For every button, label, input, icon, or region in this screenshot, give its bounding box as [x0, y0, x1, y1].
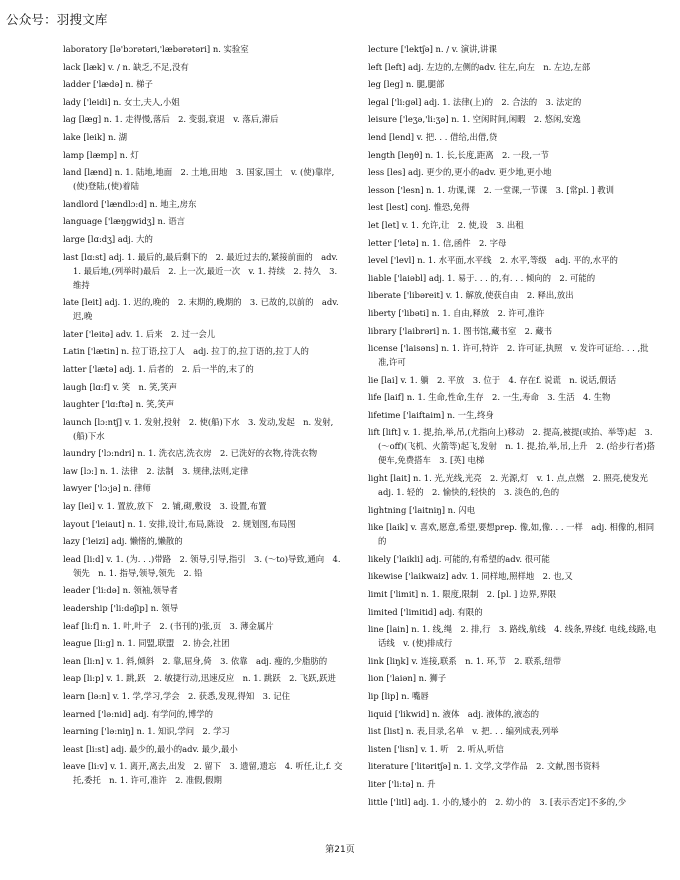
dictionary-entry: learning ['lə:niŋ] n. 1. 知识,学问 2. 学习: [63, 726, 230, 737]
dictionary-entry: likely ['laikli] adj. 可能的,有希望的adv. 很可能: [368, 553, 550, 564]
dictionary-entry: life [laif] n. 1. 生命,性命,生存 2. 一生,寿命 3. 生活 4. 生物: [368, 392, 611, 403]
dictionary-entry: light [lait] n. 1. 光,光线,光亮 2. 光源,灯 v. 1. 点,点燃 2. 照亮,使发光 adj. 1. 轻的 2. 愉快的,轻快的 3. 淡色的,色的: [368, 473, 657, 498]
dictionary-entry: learned ['lə:nid] adj. 有学问的,博学的: [63, 708, 213, 719]
dictionary-entry: lay [lei] v. 1. 置放,放下 2. 铺,砌,敷设 3. 设置,布置: [63, 501, 267, 512]
dictionary-entry: least [li:st] adj. 最少的,最小的adv. 最少,最小: [63, 743, 238, 754]
dictionary-entry: liter ['li:tə] n. 升: [368, 778, 436, 789]
dictionary-entry: lightning ['laitniŋ] n. 闪电: [368, 504, 476, 515]
dictionary-entry: likewise ['laikwaiz] adv. 1. 同样地,照样地 2. 也,又: [368, 571, 573, 582]
dictionary-entry: laundry ['lɔ:ndri] n. 1. 洗衣店,洗衣房 2. 已洗好的衣物,待洗衣物: [63, 448, 318, 459]
dictionary-entry: late [leit] adj. 1. 迟的,晚的 2. 末期的,晚期的 3. 已故的,以前的 adv. 迟,晚: [63, 297, 339, 322]
dictionary-entry: layout ['leiaut] n. 1. 安排,设计,布局,陈设 2. 规划图,布局图: [63, 518, 296, 529]
dictionary-entry: legal ['li:gəl] adj. 1. 法律(上)的 2. 合法的 3. 法定的: [368, 96, 582, 107]
dictionary-entry: lead [li:d] v. 1. (为. . .)带路 2. 领导,引导,指引 3. (～to)导致,通向 4. 领先 n. 1. 指导,领导,领先 2. 铅: [63, 553, 341, 578]
dictionary-entry: latter ['lætə] adj. 1. 后者的 2. 后一半的,末了的: [63, 363, 254, 374]
dictionary-entry: lift [lift] v. 1. 提,抬,举,吊,(尤指向上)移动 2. 提高,被提(或抬、举等)起 3. (～off)(飞机、火箭等)起飞,发射 n. 1. 提,抬,举,吊,上升 2. (给步行者)搭便车,免费搭车 3. [英] 电梯: [368, 427, 655, 466]
dictionary-entry: license ['laisəns] n. 1. 许可,特许 2. 许可证,执照 v. 发许可证给. . . ,批准,许可: [368, 343, 649, 368]
dictionary-entry: lifetime ['laiftaim] n. 一生,终身: [368, 409, 494, 420]
watermark-text: 公众号：羽搜文库: [6, 12, 108, 27]
dictionary-entry: lecture ['lektʃə] n. / v. 演讲,讲课: [368, 44, 497, 54]
dictionary-entry: law [lɔ:] n. 1. 法律 2. 法制 3. 规律,法则,定律: [63, 465, 249, 476]
dictionary-entry: lack [læk] v. / n. 缺乏,不足,没有: [63, 61, 189, 72]
dictionary-entry: lady ['leidi] n. 女士,夫人,小姐: [63, 96, 180, 107]
dictionary-entry: lend [lend] v. 把. . . 借给,出借,贷: [368, 131, 498, 142]
dictionary-entry: lake [leik] n. 湖: [63, 131, 128, 142]
dictionary-entry: last [lɑ:st] adj. 1. 最后的,最后剩下的 2. 最近过去的,紧接前面的 adv. 1. 最后地,(列举时)最后 2. 上一次,最近一次 v. 1. 持续 2. 持久 3. 维持: [63, 251, 338, 290]
dictionary-entry: learn [lə:n] v. 1. 学,学习,学会 2. 获悉,发现,得知 3. 记住: [63, 691, 291, 701]
dictionary-entry: letter ['letə] n. 1. 信,函件 2. 字母: [368, 237, 507, 248]
dictionary-entry: landlord ['lændlɔ:d] n. 地主,房东: [63, 198, 197, 209]
dictionary-entry: like [laik] v. 喜欢,愿意,希望,要想prep. 像,如,像. . . 一样 adj. 相像的,相同的: [368, 522, 655, 547]
dictionary-entry: level ['levl] n. 1. 水平面,水平线 2. 水平,等级 adj. 平的,水平的: [368, 255, 618, 266]
dictionary-entry: liquid ['likwid] n. 液体 adj. 液体的,液态的: [368, 708, 539, 719]
dictionary-entry: laughter ['lɑ:ftə] n. 笑,笑声: [63, 399, 175, 410]
left-column: [63, 42, 348, 791]
dictionary-entry: leisure ['leʒə,'li:ʒə] n. 1. 空闲时间,闲暇 2. 悠闲,安逸: [368, 114, 581, 125]
dictionary-entry: Latin ['lætin] n. 拉丁语,拉丁人 adj. 拉丁的,拉丁语的,拉丁人的: [63, 346, 309, 357]
dictionary-entry: length [leŋθ] n. 1. 长,长度,距离 2. 一段,一节: [368, 149, 549, 160]
dictionary-entry: left [left] adj. 左边的,左侧的adv. 往左,向左 n. 左边,左部: [368, 61, 591, 72]
dictionary-entry: little ['litl] adj. 1. 小的,矮小的 2. 幼小的 3. [表示否定]不多的,少: [368, 796, 627, 807]
dictionary-entry: leaf [li:f] n. 1. 叶,叶子 2. (书刊的)张,页 3. 薄金属片: [63, 620, 274, 631]
dictionary-entry: less [les] adj. 更少的,更小的adv. 更少地,更小地: [368, 167, 552, 178]
dictionary-entry: leadership ['li:dəʃip] n. 领导: [63, 603, 179, 614]
page-number: 第21页: [325, 845, 355, 855]
dictionary-entry: lip [lip] n. 嘴唇: [368, 691, 429, 701]
dictionary-entry: language ['læŋgwidʒ] n. 语言: [63, 216, 186, 227]
dictionary-entry: lesson ['lesn] n. 1. 功课,课 2. 一堂课,一节课 3. [常pl. ] 教训: [368, 184, 614, 195]
dictionary-entry: let [let] v. 1. 允许,让 2. 使,设 3. 出租: [368, 219, 524, 230]
dictionary-entry: lazy ['leizi] adj. 懒惰的,懒散的: [63, 536, 183, 547]
dictionary-entry: lie [lai] v. 1. 躺 2. 平放 3. 位于 4. 存在f. 说谎 n. 说话,假话: [368, 374, 617, 385]
dictionary-entry: lean [li:n] v. 1. 斜,倾斜 2. 靠,屈身,倚 3. 依靠 adj. 瘦的,少脂肪的: [63, 655, 328, 666]
dictionary-entry: line [lain] n. 1. 线,绳 2. 排,行 3. 路线,航线 4. 线条,界线f. 电线,线路,电话线 v. (使)排成行: [368, 624, 657, 649]
dictionary-entry: list [list] n. 表,目录,名单 v. 把. . . 编列成表,列举: [368, 726, 559, 737]
dictionary-entry: land [lænd] n. 1. 陆地,地面 2. 土地,田地 3. 国家,国土 v. (使)靠岸,(使)登陆,(使)着陆: [63, 167, 335, 192]
dictionary-entry: leave [li:v] v. 1. 离开,离去,出发 2. 留下 3. 遗留,遗忘 4. 听任,让,f. 交托,委托 n. 1. 许可,准许 2. 准假,假期: [63, 761, 343, 786]
dictionary-entry: limit ['limit] n. 1. 限度,限制 2. [pl. ] 边界,界限: [368, 589, 557, 600]
dictionary-entry: liable ['laiəbl] adj. 1. 易于. . . 的,有. . . 倾向的 2. 可能的: [368, 272, 596, 283]
dictionary-entry: large [lɑ:dʒ] adj. 大的: [63, 233, 153, 244]
dictionary-entry: leap [li:p] v. 1. 跳,跃 2. 敏捷行动,迅速反应 n. 1. 跳跃 2. 飞跃,跃进: [63, 673, 336, 684]
dictionary-entry: link [liŋk] v. 连接,联系 n. 1. 环,节 2. 联系,纽带: [368, 655, 562, 666]
dictionary-entry: lawyer ['lɔ:jə] n. 律师: [63, 483, 151, 494]
dictionary-entry: liberty ['libəti] n. 1. 自由,释放 2. 许可,准许: [368, 307, 545, 318]
dictionary-entry: leader ['li:də] n. 领袖,领导者: [63, 585, 178, 596]
right-column: [368, 42, 658, 812]
dictionary-page: [63, 42, 663, 842]
dictionary-entry: library ['laibrəri] n. 1. 图书馆,藏书室 2. 藏书: [368, 325, 553, 336]
dictionary-entry: literature ['litəritʃə] n. 1. 文学,文学作品 2. 文献,图书资料: [368, 761, 600, 772]
dictionary-entry: listen ['lisn] v. 1. 听 2. 听从,听信: [368, 743, 504, 754]
dictionary-entry: liberate ['libəreit] v. 1. 解放,使获自由 2. 释出,放出: [368, 290, 574, 301]
dictionary-entry: later ['leitə] adv. 1. 后来 2. 过一会儿: [63, 328, 216, 339]
dictionary-entry: lag [læg] n. 1. 走得慢,落后 2. 变弱,衰退 v. 落后,滞后: [63, 114, 279, 125]
dictionary-entry: launch [lɔ:ntʃ] v. 1. 发射,投射 2. 使(船)下水 3. 发动,发起 n. 发射,(船)下水: [63, 416, 334, 441]
dictionary-entry: lion ['laiən] n. 狮子: [368, 673, 447, 684]
dictionary-entry: leg [leg] n. 腿,腿部: [368, 79, 445, 90]
dictionary-entry: lamp [læmp] n. 灯: [63, 149, 139, 160]
dictionary-entry: league [li:g] n. 1. 同盟,联盟 2. 协会,社团: [63, 638, 230, 649]
dictionary-entry: laugh [lɑ:f] v. 笑 n. 笑,笑声: [63, 381, 177, 392]
dictionary-entry: limited ['limitid] adj. 有限的: [368, 606, 483, 617]
dictionary-entry: laboratory [lə'bɔrətəri,'læbərətəri] n. 实验室: [63, 44, 249, 54]
dictionary-entry: lest [lest] conj. 惟恐,免得: [368, 202, 470, 213]
dictionary-entry: ladder ['lædə] n. 梯子: [63, 79, 153, 90]
